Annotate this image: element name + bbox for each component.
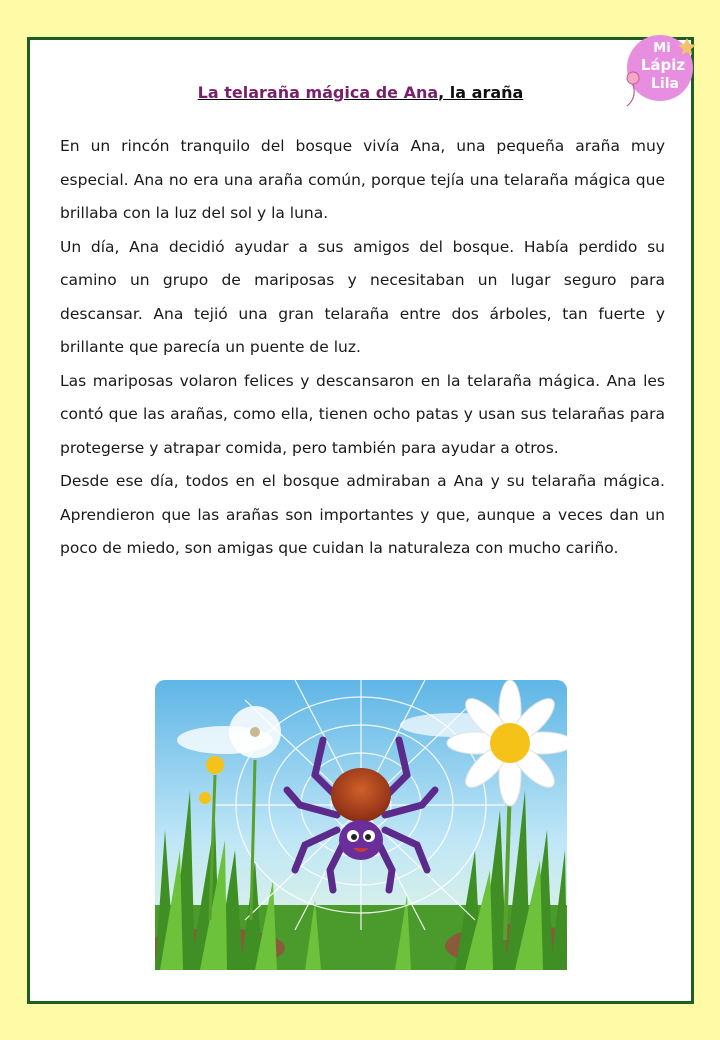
- title-main: La telaraña mágica de Ana: [197, 83, 439, 102]
- story-title: [30, 83, 691, 102]
- title-suffix: , la araña: [438, 83, 524, 102]
- paragraph-4: Desde ese día, todos en el bosque admiraban a Ana y su telaraña mágica. Aprendieron que las arañas son importantes y que, aunque a veces dan un poco de miedo, son amigas que cuidan la naturaleza con mucho cariño.: [60, 472, 665, 557]
- logo-text-lapiz: Lápiz: [640, 56, 686, 74]
- logo-text-mi: Mi: [653, 41, 671, 56]
- paragraph-2: Un día, Ana decidió ayudar a sus amigos del bosque. Había perdido su camino un grupo de mariposas y necesitaban un lugar seguro para descansar. Ana tejió una gran telaraña entre dos árboles, tan fuerte y brillante que parecía un puente de luz.: [60, 237, 665, 356]
- logo-text-lila: Lila: [651, 76, 679, 92]
- paragraph-1: En un rincón tranquilo del bosque vivía Ana, una pequeña araña muy especial. Ana no era una araña común, porque tejía una telaraña mágica que brillaba con la luz del sol y la luna.: [60, 137, 665, 222]
- story-text: [60, 130, 665, 566]
- page-frame: [27, 37, 694, 1004]
- mi-lapiz-lila-logo: [617, 28, 703, 114]
- paragraph-3: Las mariposas volaron felices y descansaron en la telaraña mágica. Ana les contó que las arañas, como ella, tienen ocho patas y usan sus telarañas para protegerse y atrapar comida, pero también para ayudar a otros.: [60, 371, 665, 457]
- spider-web-illustration: [155, 680, 567, 970]
